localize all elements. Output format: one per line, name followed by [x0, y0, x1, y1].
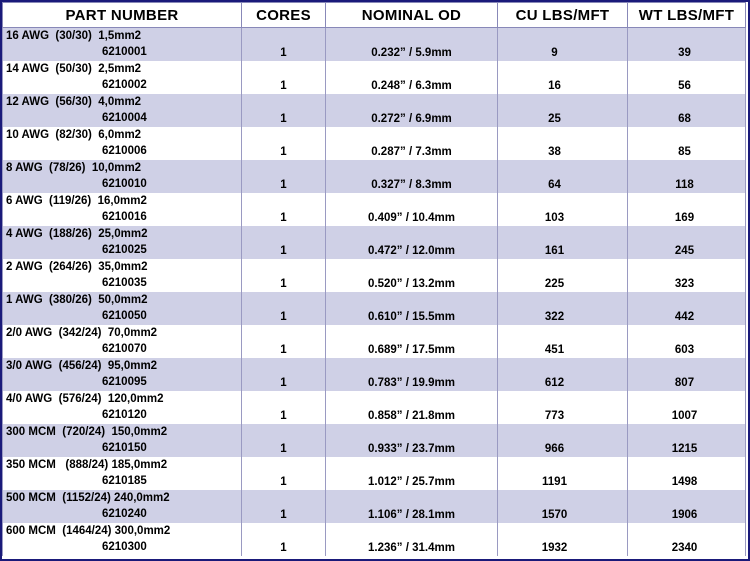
- cu-lbs-cell: 773: [498, 391, 628, 424]
- part-number-cell: [3, 325, 242, 358]
- wt-lbs-cell: 1215: [628, 424, 746, 457]
- cores-cell: 1: [242, 457, 326, 490]
- table-row: [3, 259, 746, 292]
- wt-lbs-cell: 2340: [628, 523, 746, 556]
- nominal-od-cell: 0.858” / 21.8mm: [326, 391, 498, 424]
- conductor-description: 500 MCM (1152/24) 240,0mm2: [6, 491, 170, 504]
- cores-cell: 1: [242, 226, 326, 259]
- part-number-cell: [3, 259, 242, 292]
- nominal-od-cell: 0.272” / 6.9mm: [326, 94, 498, 127]
- part-number-cell: [3, 94, 242, 127]
- header-nominal-od: NOMINAL OD: [326, 3, 498, 28]
- cores-cell: 1: [242, 292, 326, 325]
- header-wt-lbs: WT LBS/MFT: [628, 3, 746, 28]
- table-row: [3, 523, 746, 556]
- part-number: 6210150: [102, 441, 147, 454]
- conductor-description: 4 AWG (188/26) 25,0mm2: [6, 227, 148, 240]
- table-row: [3, 160, 746, 193]
- wt-lbs-cell: 56: [628, 61, 746, 94]
- cores-cell: 1: [242, 160, 326, 193]
- part-number: 6210185: [102, 474, 147, 487]
- conductor-description: 8 AWG (78/26) 10,0mm2: [6, 161, 142, 174]
- table-row: [3, 358, 746, 391]
- wt-lbs-cell: 442: [628, 292, 746, 325]
- cu-lbs-cell: 38: [498, 127, 628, 160]
- cores-cell: 1: [242, 490, 326, 523]
- part-number: 6210300: [102, 540, 147, 553]
- cu-lbs-cell: 161: [498, 226, 628, 259]
- cores-cell: 1: [242, 61, 326, 94]
- part-number-cell: [3, 127, 242, 160]
- conductor-description: 300 MCM (720/24) 150,0mm2: [6, 425, 168, 438]
- nominal-od-cell: 0.520” / 13.2mm: [326, 259, 498, 292]
- conductor-description: 16 AWG (30/30) 1,5mm2: [6, 30, 142, 42]
- cores-cell: 1: [242, 259, 326, 292]
- cu-lbs-cell: 322: [498, 292, 628, 325]
- nominal-od-cell: 1.236” / 31.4mm: [326, 523, 498, 556]
- nominal-od-cell: 0.933” / 23.7mm: [326, 424, 498, 457]
- cu-lbs-cell: 16: [498, 61, 628, 94]
- part-number-cell: [3, 160, 242, 193]
- wt-lbs-cell: 807: [628, 358, 746, 391]
- header-cu-lbs: CU LBS/MFT: [498, 3, 628, 28]
- part-number: 6210070: [102, 342, 147, 355]
- table-row: [3, 226, 746, 259]
- part-number-cell: [3, 61, 242, 94]
- table-row: [3, 424, 746, 457]
- part-number-cell: [3, 28, 242, 61]
- part-number: 6210006: [102, 144, 147, 157]
- table-row: [3, 94, 746, 127]
- wt-lbs-cell: 169: [628, 193, 746, 226]
- table-row: [3, 193, 746, 226]
- conductor-description: 10 AWG (82/30) 6,0mm2: [6, 128, 142, 141]
- nominal-od-cell: 1.106” / 28.1mm: [326, 490, 498, 523]
- wt-lbs-cell: 1906: [628, 490, 746, 523]
- part-number: 6210004: [102, 111, 147, 124]
- table-row: [3, 28, 746, 61]
- part-number-cell: [3, 457, 242, 490]
- part-number: 6210001: [102, 46, 147, 58]
- table-row: [3, 391, 746, 424]
- nominal-od-cell: 0.409” / 10.4mm: [326, 193, 498, 226]
- wt-lbs-cell: 1498: [628, 457, 746, 490]
- cores-cell: 1: [242, 325, 326, 358]
- part-number: 6210035: [102, 276, 147, 289]
- conductor-description: 600 MCM (1464/24) 300,0mm2: [6, 524, 171, 537]
- header-part-number: PART NUMBER: [3, 3, 242, 28]
- cu-lbs-cell: 225: [498, 259, 628, 292]
- part-number: 6210016: [102, 210, 147, 223]
- part-number-cell: [3, 193, 242, 226]
- cu-lbs-cell: 9: [498, 28, 628, 61]
- nominal-od-cell: 0.232” / 5.9mm: [326, 28, 498, 61]
- part-number: 6210095: [102, 375, 147, 388]
- part-number-cell: [3, 226, 242, 259]
- cores-cell: 1: [242, 358, 326, 391]
- part-number: 6210025: [102, 243, 147, 256]
- cores-cell: 1: [242, 193, 326, 226]
- cu-lbs-cell: 1570: [498, 490, 628, 523]
- table-row: [3, 61, 746, 94]
- nominal-od-cell: 0.472” / 12.0mm: [326, 226, 498, 259]
- wt-lbs-cell: 118: [628, 160, 746, 193]
- header-row: [3, 3, 746, 28]
- cable-spec-table: [2, 2, 746, 556]
- cores-cell: 1: [242, 28, 326, 61]
- cores-cell: 1: [242, 523, 326, 556]
- cores-cell: 1: [242, 127, 326, 160]
- cu-lbs-cell: 103: [498, 193, 628, 226]
- cu-lbs-cell: 612: [498, 358, 628, 391]
- nominal-od-cell: 0.287” / 7.3mm: [326, 127, 498, 160]
- cu-lbs-cell: 1191: [498, 457, 628, 490]
- cu-lbs-cell: 25: [498, 94, 628, 127]
- conductor-description: 2 AWG (264/26) 35,0mm2: [6, 260, 148, 273]
- wt-lbs-cell: 1007: [628, 391, 746, 424]
- nominal-od-cell: 0.783” / 19.9mm: [326, 358, 498, 391]
- table-row: [3, 127, 746, 160]
- table-row: [3, 292, 746, 325]
- conductor-description: 6 AWG (119/26) 16,0mm2: [6, 194, 147, 207]
- part-number-cell: [3, 490, 242, 523]
- nominal-od-cell: 0.248” / 6.3mm: [326, 61, 498, 94]
- cu-lbs-cell: 64: [498, 160, 628, 193]
- cu-lbs-cell: 451: [498, 325, 628, 358]
- conductor-description: 2/0 AWG (342/24) 70,0mm2: [6, 326, 158, 339]
- part-number: 6210120: [102, 408, 147, 421]
- conductor-description: 1 AWG (380/26) 50,0mm2: [6, 293, 148, 306]
- table-row: [3, 457, 746, 490]
- part-number: 6210240: [102, 507, 147, 520]
- part-number-cell: [3, 358, 242, 391]
- cores-cell: 1: [242, 424, 326, 457]
- nominal-od-cell: 0.610” / 15.5mm: [326, 292, 498, 325]
- nominal-od-cell: 1.012” / 25.7mm: [326, 457, 498, 490]
- conductor-description: 3/0 AWG (456/24) 95,0mm2: [6, 359, 158, 372]
- cores-cell: 1: [242, 391, 326, 424]
- conductor-description: 12 AWG (56/30) 4,0mm2: [6, 95, 142, 108]
- wt-lbs-cell: 39: [628, 28, 746, 61]
- wt-lbs-cell: 68: [628, 94, 746, 127]
- wt-lbs-cell: 85: [628, 127, 746, 160]
- wt-lbs-cell: 245: [628, 226, 746, 259]
- header-cores: CORES: [242, 3, 326, 28]
- part-number: 6210050: [102, 309, 147, 322]
- wt-lbs-cell: 323: [628, 259, 746, 292]
- part-number-cell: [3, 391, 242, 424]
- cu-lbs-cell: 966: [498, 424, 628, 457]
- part-number-cell: [3, 424, 242, 457]
- table-row: [3, 325, 746, 358]
- conductor-description: 14 AWG (50/30) 2,5mm2: [6, 62, 142, 75]
- part-number: 6210010: [102, 177, 147, 190]
- cores-cell: 1: [242, 94, 326, 127]
- nominal-od-cell: 0.327” / 8.3mm: [326, 160, 498, 193]
- part-number-cell: [3, 523, 242, 556]
- cu-lbs-cell: 1932: [498, 523, 628, 556]
- nominal-od-cell: 0.689” / 17.5mm: [326, 325, 498, 358]
- conductor-description: 4/0 AWG (576/24) 120,0mm2: [6, 392, 164, 405]
- part-number: 6210002: [102, 78, 147, 91]
- wt-lbs-cell: 603: [628, 325, 746, 358]
- part-number-cell: [3, 292, 242, 325]
- table-row: [3, 490, 746, 523]
- conductor-description: 350 MCM (888/24) 185,0mm2: [6, 458, 168, 471]
